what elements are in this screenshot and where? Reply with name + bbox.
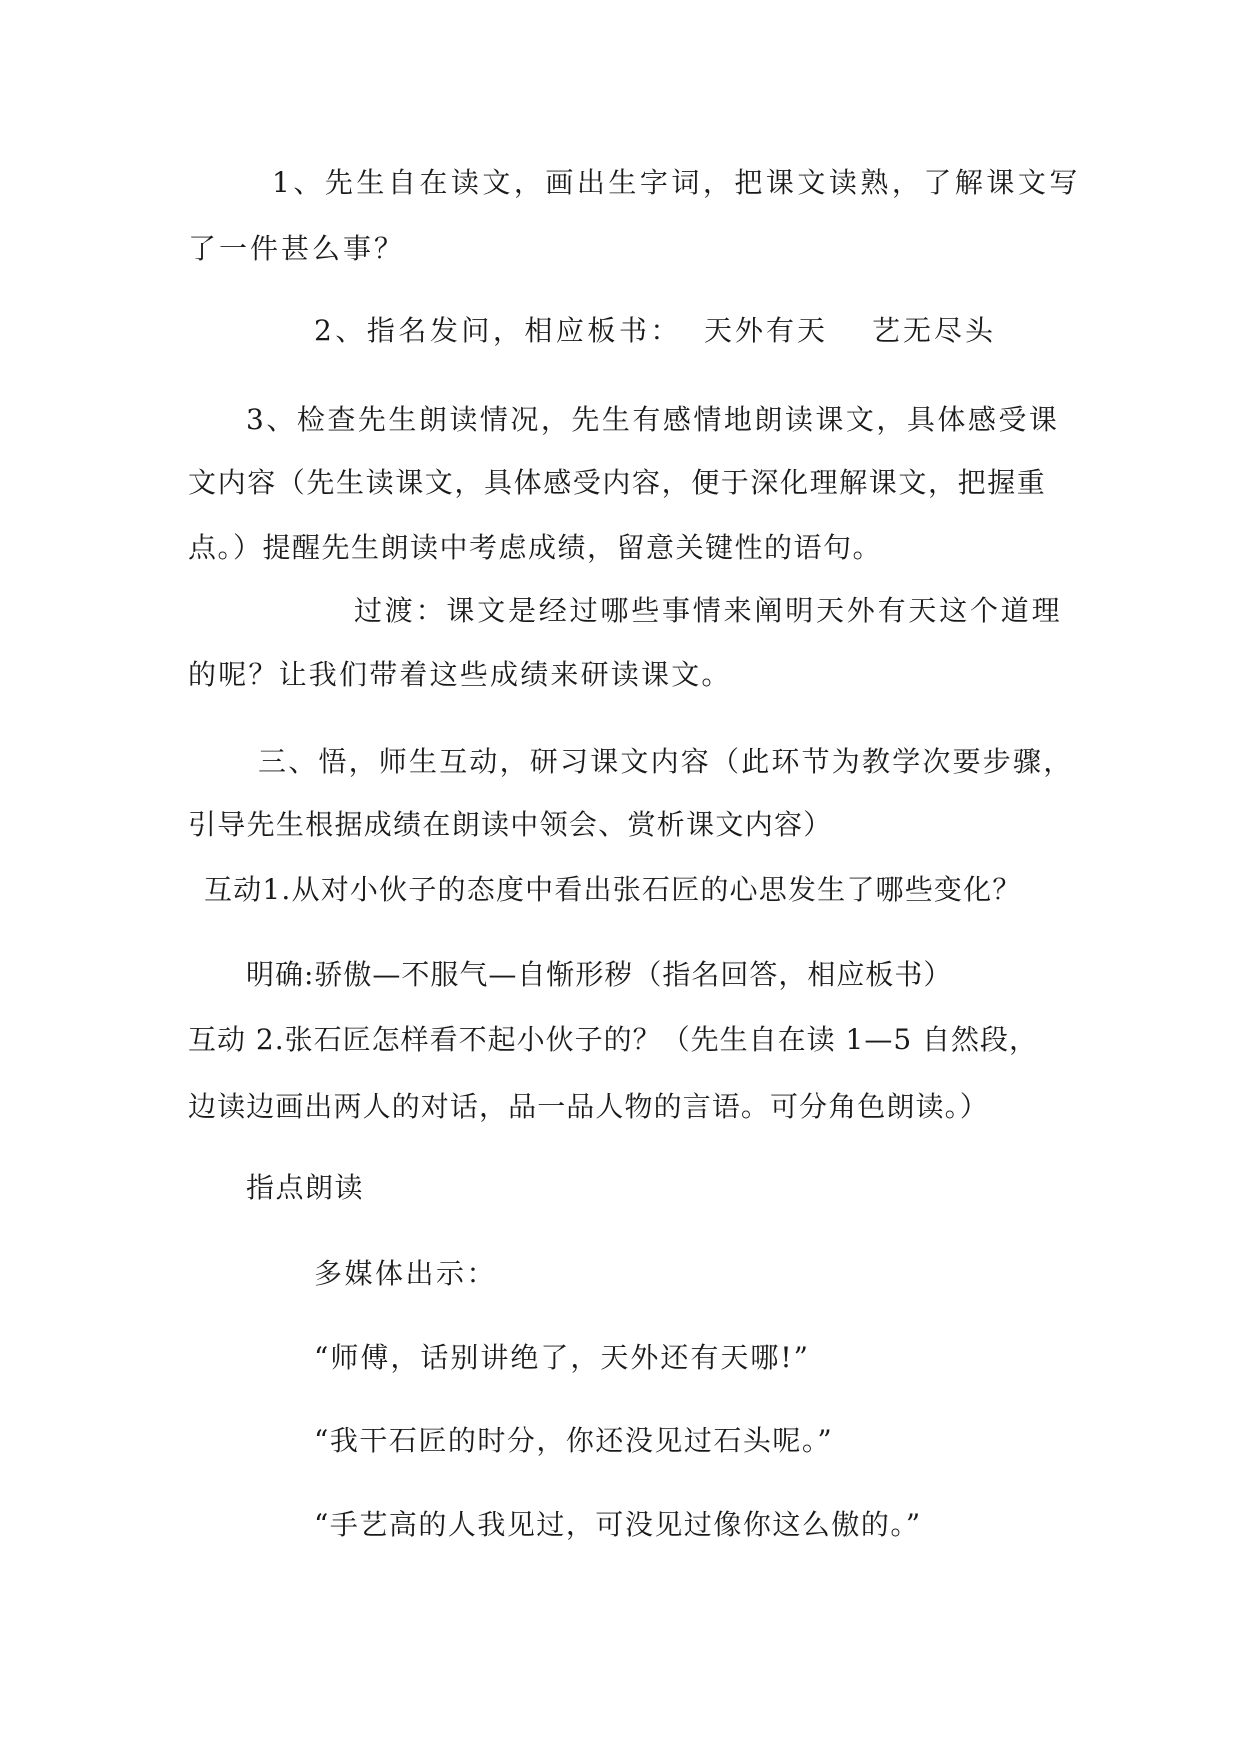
transition-line-1: 过渡：课文是经过哪些事情来阐明天外有天这个道理 bbox=[354, 594, 1063, 627]
interaction-1-question: 互动1.从对小伙子的态度中看出张石匠的心思发生了哪些变化？ bbox=[204, 873, 1022, 906]
transition-line-2: 的呢？让我们带着这些成绩来研读课文。 bbox=[188, 658, 732, 691]
step-1-line-2: 了一件甚么事？ bbox=[188, 232, 406, 265]
interaction-2-line-1: 互动 2.张石匠怎样看不起小伙子的？（先生自在读 1—5 自然段， bbox=[188, 1023, 1039, 1056]
step-3-line-3: 点。）提醒先生朗读中考虑成绩，留意关键性的语句。 bbox=[188, 531, 883, 564]
interaction-2-line-2: 边读边画出两人的对话，品一品人物的言语。可分角色朗读。） bbox=[188, 1090, 989, 1123]
dialogue-quote-3: “手艺高的人我见过，可没见过像你这么傲的。” bbox=[314, 1508, 922, 1541]
board-writing-1: 天外有天 bbox=[704, 314, 829, 347]
step-1-line-1: 1、先生自在读文，画出生字词，把课文读熟，了解课文写 bbox=[272, 166, 1081, 199]
step-2-line: 2、指名发问，相应板书： bbox=[314, 314, 682, 347]
interaction-1-answer: 明确:骄傲—不服气—自惭形秽（指名回答，相应板书） bbox=[246, 958, 953, 991]
dialogue-quote-1: “师傅，话别讲绝了，天外还有天哪!” bbox=[314, 1341, 810, 1374]
guided-reading: 指点朗读 bbox=[246, 1171, 365, 1204]
step-3-line-2: 文内容（先生读课文，具体感受内容，便于深化理解课文，把握重 bbox=[188, 466, 1047, 499]
section-3-line-2: 引导先生根据成绩在朗读中领会、赏析课文内容） bbox=[188, 808, 833, 841]
step-3-line-1: 3、检查先生朗读情况，先生有感情地朗读课文，具体感受课 bbox=[246, 403, 1060, 436]
section-3-line-1: 三、悟，师生互动，研习课文内容（此环节为教学次要步骤， bbox=[258, 745, 1074, 778]
dialogue-quote-2: “我干石匠的时分，你还没见过石头呢。” bbox=[314, 1424, 834, 1457]
board-writing-2: 艺无尽头 bbox=[872, 314, 997, 347]
multimedia-heading: 多媒体出示： bbox=[314, 1257, 498, 1290]
